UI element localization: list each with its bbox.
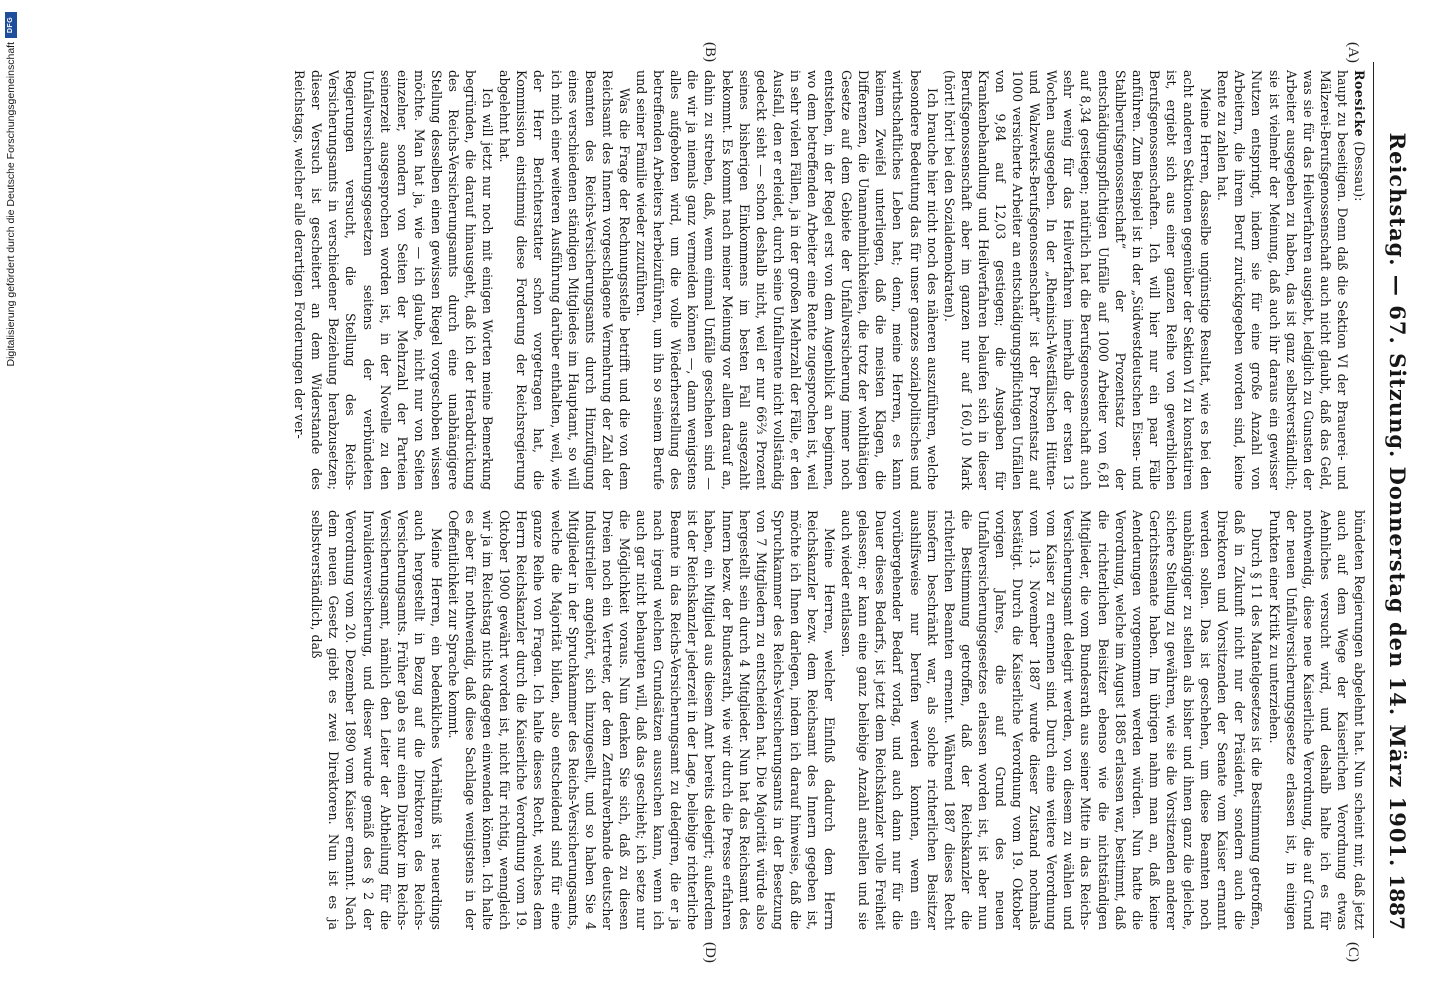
right-column <box>28 510 1368 930</box>
paragraph: bündeten Regierungen abgelehnt hat. Nun scheint mir, daß jetzt auch auf dem Wege der Kaiserlichen Verordnung etwas Aehnliches versucht wird, und deshalb halte ich es für nothwendig, diese neue Kaiserliche Verordnung, die auf Grund der neuen Unfallversicherungsgesetze erlassen ist, in einigen Punkten einer Kritik zu unterziehen. <box>1266 510 1367 930</box>
paragraph: Meine Herren, dasselbe ungünstige Resultat, wie es bei den acht anderen Sektionen gegenüber der Sektion VI zu konstatiren ist, ergiebt sich aus einer ganzen Reihe von gewerblichen Berufsgenossenschaften. Ich will hier nur ein paar Fälle anführen. Zum Beispiel ist in der „Südwestdeutschen Eisen- und Stahlberufsgenossenschaft“ der Prozentsatz der entschädigungspflichtigen Unfälle auf 1000 Arbeiter von 6,81 auf 8,34 gestiegen; natürlich hat die Berufsgenossenschaft auch sehr wenig für das Heilverfahren innerhalb der ersten 13 Wochen ausgegeben. In der „Rheinisch-Westfälischen Hütten- und Walzwerks-Berufsgenossenschaft“ ist der Prozentsatz auf 1000 versicherte Arbeiter an entschädigungspflichtigen Unfällen von 9,84 auf 12,03 gestiegen; die Ausgaben für Krankenbehandlung und Heilverfahren belaufen sich in dieser Berufsgenossenschaft aber im ganzen nur auf 160,10 Mark (hört! hört! bei den Sozialdemokraten). <box>941 70 1214 490</box>
paragraph: Was die Frage der Rechnungsstelle betrifft und die von dem Reichsamt des Innern vorgeschlagene Vermehrung der Zahl der Beamten des Reichs-Versicherungsamts durch Hinzufügung eines verschiedenen ständigen Mitgliedes im Hauptamt, so will ich mich einer weiteren Ausführung darüber enthalten, weil, wie der Herr Berichterstatter schon vorgetragen hat, die Kommission einstimmig diese Forderung der Reichsregierung abgelehnt hat. <box>497 70 632 490</box>
digitization-note: Digitalisierung gefördert durch die Deutsche Forschungsgemeinschaft <box>5 42 17 367</box>
paragraph: Ich brauche hier nicht noch des näheren auszuführen, welche besondere Bedeutung das für unser ganzes sozialpolitisches und wirthschaftliches Leben hat; denn, meine Herren, es kann keinem Zweifel unterliegen, daß die meisten Klagen, die Differenzen, die Unannehmlichkeiten, die trotz der wohlthätigen Gesetze auf dem Gebiete der Unfallversicherung immer noch entstehen, in der Regel erst von dem Augenblick an beginnen, wo dem betreffenden Arbeiter eine Rente zugesprochen ist, weil in sehr vielen Fällen, ja in der großen Mehrzahl der Fälle, er den Ausfall, den er erleidet, durch seine Unfallrente nicht vollständig gedeckt sieht — schon deshalb nicht, weil er nur 66⅔ Prozent seines bisherigen Einkommens im besten Fall ausgezahlt bekommt. Es kommt nach meiner Meinung vor allem darauf an, dahin zu streben, daß, wenn einmal Unfälle geschehen sind — die wir ja niemals ganz vermeiden können —, dann wenigstens alles aufgeboten wird, um die volle Wiederherstellung des betreffenden Arbeiters herbeizuführen, um ihn so seinem Berufe und seiner Familie wieder zuzuführen. <box>634 70 940 490</box>
paragraph: Meine Herren, ein bedenkliches Verhältniß ist neuerdings auch hergestellt in Bezug auf die Direktoren des Reichs-Versicherungsamts. Früher gab es nur einen Direktor im Reichs-Versicherungsamt, nämlich den Leiter der Abtheilung für die Invalidenversicherung, und dieser wurde gemäß des § 2 der Verordnung vom 20. Dezember 1890 vom Kaiser ernannt. Nach dem neuen Gesetz giebt es zwei Direktoren. Nun ist es ja selbstverständlich, daß <box>309 510 444 930</box>
header-title: Reichstag. — 67. Sitzung. Donnerstag den 14. März 1901. <box>1385 132 1410 868</box>
paragraph: haupt zu beseitigen. Denn daß die Sektion VI der Brauerei- und Mälzerei-Berufsgenossenschaft auch nicht glaubt, daß das Geld, was sie für das Heilverfahren ausgiebt, lediglich zu Gunsten der Arbeiter ausgegeben zu haben, das ist ganz selbstverständlich; sie ist vielmehr der Meinung, daß auch ihr daraus ein gewisser Nutzen entspringt, indem sie für eine große Anzahl von Arbeitern, die ihrem Beruf zurückgegeben worden sind, keine Rente zu zahlen hat. <box>1215 70 1350 490</box>
speaker-line <box>1351 70 1368 490</box>
paragraph: Ich will jetzt nur noch mit einigen Worten meine Bemerkung begründen, die darauf hinausgeht, daß ich der Herabdrückung des Reichs-Versicherungsamts durch eine unabhängigere Stellung desselben einen gewissen Riegel vorgeschoben wissen möchte. Man hat ja, wie — ich glaube, nicht nur von Seiten einzelner, sondern von Seiten der Mehrzahl der Parteien seinerzeit ausgesprochen worden ist, in der Novelle zu den Unfallversicherungsgesetzen seitens der verbündeten Regierungen versucht, die Stellung des Reichs-Versicherungsamts in verschiedener Beziehung herabzusetzen; dieser Versuch ist gescheitert an dem Widerstande des Reichstags, welcher alle derartigen Forderungen der ver- <box>292 70 496 490</box>
left-column <box>28 70 1368 490</box>
margin-marker-c: (C) <box>1345 942 1361 962</box>
margin-marker-a: (A) <box>1345 42 1361 63</box>
digitization-footer <box>0 0 22 1000</box>
speaker-suffix: (Dessau): <box>1352 141 1367 202</box>
page-number: 1887 <box>1385 874 1409 930</box>
margin-marker-d: (D) <box>702 942 718 963</box>
paragraph: Meine Herren, welcher Einfluß dadurch dem Herrn Reichskanzler bezw. dem Reichsamt des Innern gegeben ist, möchte ich Ihnen darlegen, indem ich darauf hinweise, daß die Spruchkammer des Reichs-Versicherungsamts in der Besetzung von 7 Mitgliedern zu entscheiden hat. Die Majorität würde also hergestellt sein durch 4 Mitglieder. Nun hat das Reichsamt des Innern bezw. der Bundesrath, wie wir durch die Presse erfahren haben, ein Mitglied aus diesem Amt bereits delegirt; außerdem ist der Reichskanzler jederzeit in der Lage, beliebige richterliche Beamte in das Reichs-Versicherungsamt zu delegiren, die er ja nach irgend welchen Grundsätzen aussuchen kann, wenn ich auch gar nicht behaupten will, daß das geschieht; ich setze nur die Möglichkeit voraus. Nun denken Sie sich, daß zu diesen Dreien noch ein Vertreter, der dem Zentralverbande deutscher Industrieller angehört, sich hinzugesellt, und so haben Sie 4 Mitglieder in der Spruchkammer des Reichs-Versicherungsamts, welche die Majorität bilden, also entscheidend sind für eine ganze Reihe von Fragen. Ich halte dieses Recht, welches dem Herrn Reichskanzler durch die Kaiserliche Verordnung vom 19. Oktober 1900 gewährt worden ist, nicht für richtig, wenngleich wir ja im Reichstag nichts dagegen einwenden können. Ich halte es aber für nothwendig, daß diese Sachlage wenigstens in der Oeffentlichkeit zur Sprache kommt. <box>446 510 838 930</box>
speaker-name: Roesicke <box>1352 70 1367 138</box>
dfg-logo: DFG <box>5 12 17 38</box>
page-header <box>1382 70 1412 930</box>
header-rule <box>1373 62 1374 938</box>
margin-marker-b: (B) <box>702 42 718 62</box>
paragraph: Durch § 11 des Mantelgesetzes ist die Bestimmung getroffen, daß in Zukunft nicht nur der Präsident, sondern auch die Direktoren und Vorsitzenden der Senate vom Kaiser ernannt werden sollen. Das ist geschehen, um diese Beamten noch unabhängiger zu stellen als bisher und ihnen ganz die gleiche, sichere Stellung zu gewähren, wie sie die Vorsitzenden anderer Gerichtssenate haben. Im übrigen nahm man an, daß keine Aenderungen vorgenommen werden würden. Nun hatte die Verordnung, welche im August 1885 erlassen war, bestimmt, daß die richterlichen Beisitzer ebenso wie die nichtständigen Mitglieder, die vom Bundesrath aus seiner Mitte in das Reichs-Versicherungsamt delegirt werden, von diesem zu wählen und vom Kaiser zu ernennen sind. Durch eine weitere Verordnung vom 13. November 1887 wurde dieser Zustand nochmals bestätigt. Durch die Kaiserliche Verordnung vom 19. Oktober vorigen Jahres, die auf Grund des neuen Unfallversicherungsgesetzes erlassen worden ist, ist aber nun die Bestimmung getroffen, daß der Reichskanzler die richterlichen Beamten ernennt. Während 1887 dieses Recht insofern beschränkt war, als solche richterlichen Beisitzer aushilfsweise nur berufen werden konnten, wenn ein vorübergehender Bedarf vorlag, und auch dann nur für die Dauer dieses Bedarfs, ist jetzt dem Reichskanzler volle Freiheit gelassen; er kann eine ganz beliebige Anzahl anstellen und sie auch wieder entlassen. <box>839 510 1265 930</box>
